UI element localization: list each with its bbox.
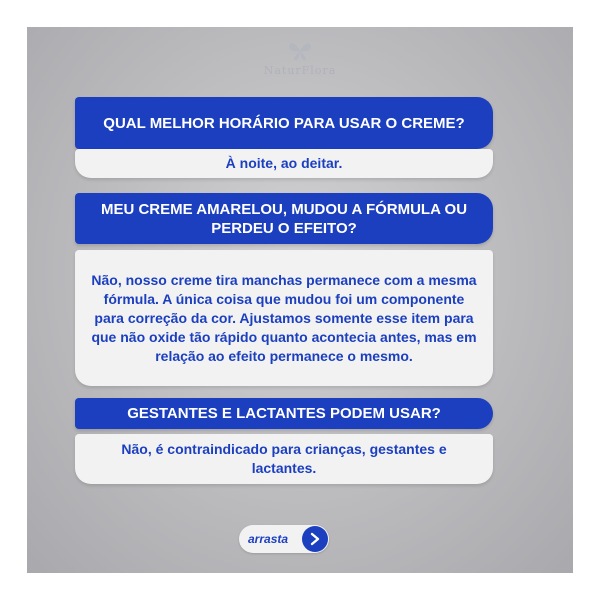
butterfly-icon xyxy=(287,40,313,62)
answer-text: Não, nosso creme tira manchas permanece com a mesma fórmula. A única coisa que mudou foi um componente para correção da cor. Ajustamos somente esse item para que não oxide tão rápido quanto acontecia antes, mas em relação ao efeito permanece o mesmo. xyxy=(91,271,477,364)
faq-question-2 xyxy=(75,193,493,244)
answer-text: À noite, ao deitar. xyxy=(225,155,343,171)
swipe-label: arrasta xyxy=(248,532,289,546)
answer-text: Não, é contraindicado para crianças, gestantes e lactantes. xyxy=(121,441,447,476)
swipe-button[interactable] xyxy=(239,525,329,553)
faq-answer-3 xyxy=(75,434,493,484)
question-text: MEU CREME AMARELOU, MUDOU A FÓRMULA OU PERDEU O EFEITO? xyxy=(100,200,468,237)
brand-logo xyxy=(250,40,350,95)
faq-question-1 xyxy=(75,97,493,149)
question-text: QUAL MELHOR HORÁRIO PARA USAR O CREME? xyxy=(103,114,465,132)
question-text: GESTANTES E LACTANTES PODEM USAR? xyxy=(127,405,441,422)
faq-answer-2 xyxy=(75,250,493,386)
chevron-right-icon[interactable] xyxy=(302,526,328,552)
logo-text: NaturFlora xyxy=(263,64,337,77)
faq-answer-1 xyxy=(75,149,493,178)
faq-question-3 xyxy=(75,398,493,429)
